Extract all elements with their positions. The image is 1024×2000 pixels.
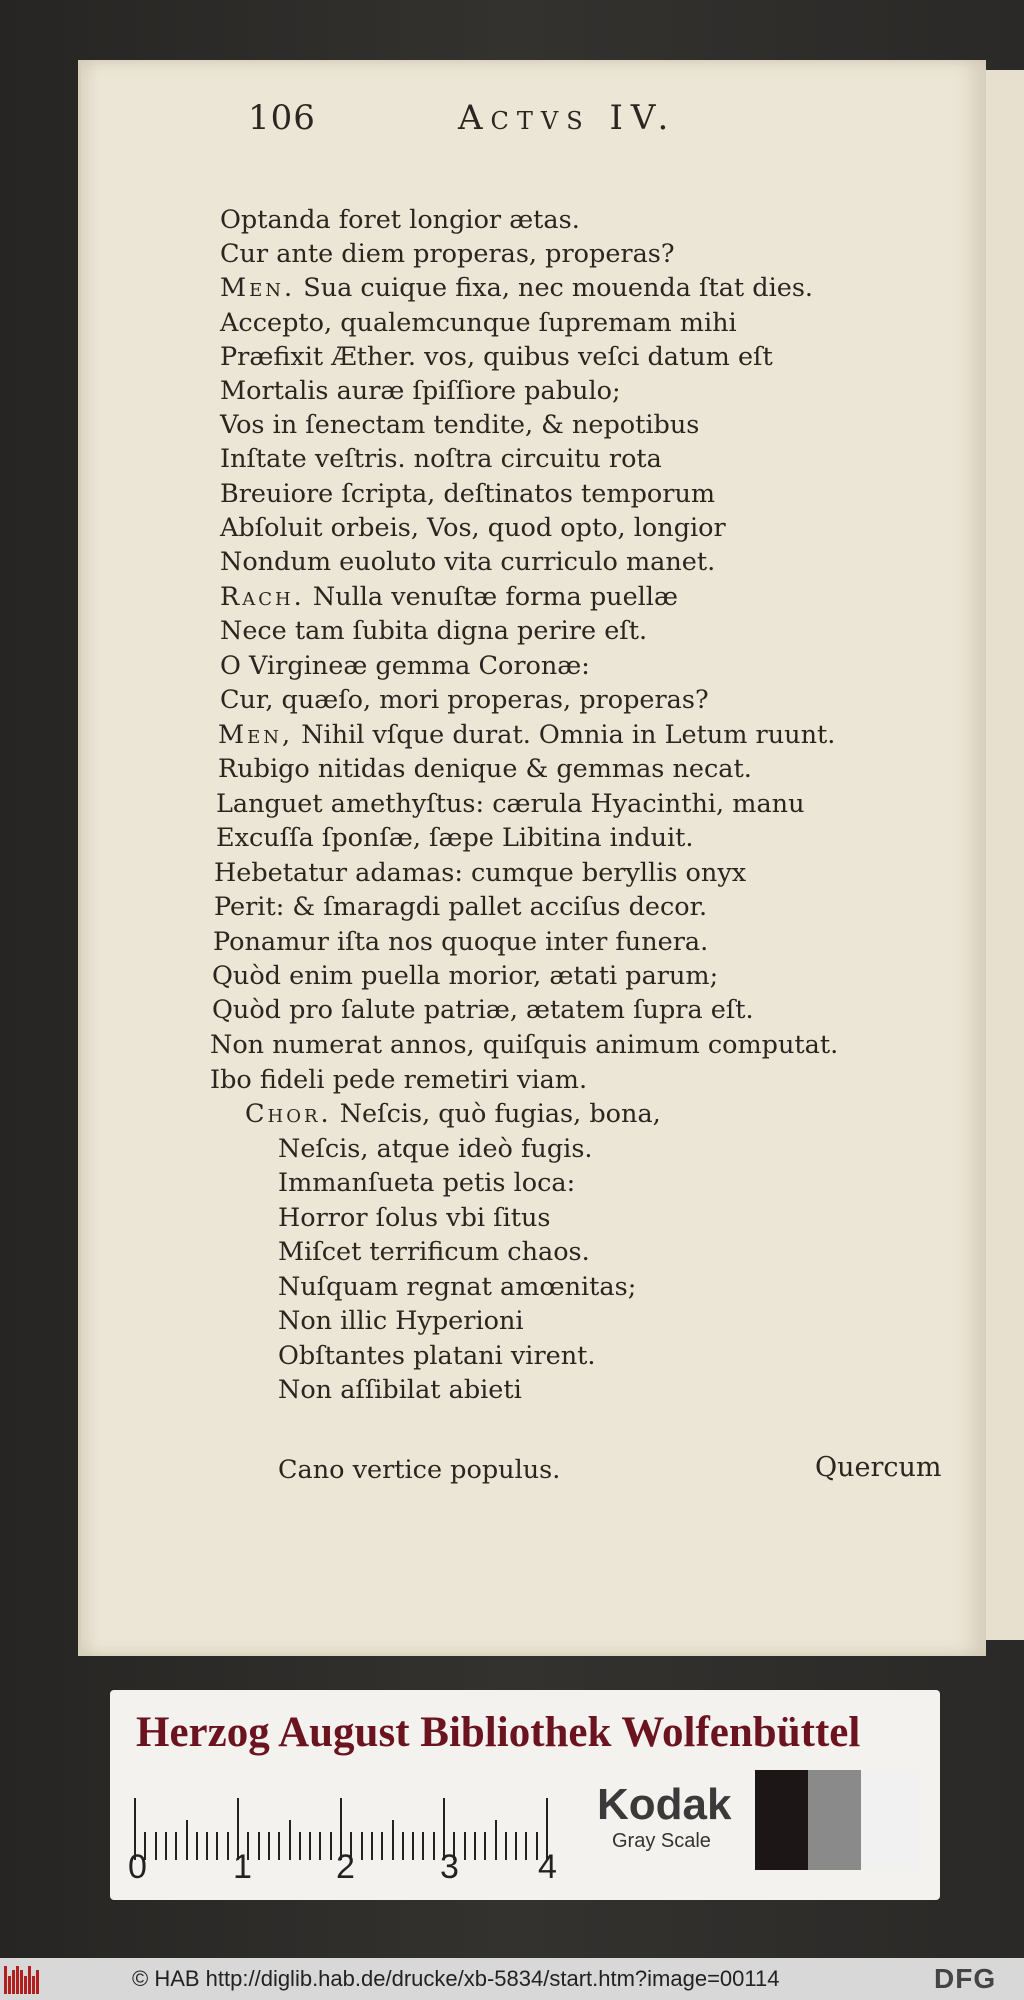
barcode-bar [12, 1970, 15, 1994]
verse-line: Perit: & ſmaragdi pallet acciſus decor. [214, 892, 708, 922]
speaker-label: Rach. [220, 582, 305, 612]
verse-line-text: Neſcis, quò fugias, bona, [339, 1099, 661, 1129]
verse-line: Abſoluit orbeis, Vos, quod opto, longior [220, 513, 726, 543]
footer-bar [0, 1958, 1024, 2000]
dfg-logo: DFG [934, 1963, 997, 1994]
verse-line: Non aſſibilat abieti [278, 1375, 522, 1405]
ruler-tick [289, 1820, 291, 1860]
verse-line: Nondum euoluto vita curriculo manet. [220, 547, 716, 577]
ruler-tick [525, 1832, 527, 1860]
ruler-tick [402, 1832, 404, 1860]
catchword: Quercum [815, 1452, 942, 1483]
ruler-tick [361, 1832, 363, 1860]
ruler-tick [474, 1832, 476, 1860]
barcode-bar [20, 1970, 23, 1994]
speaker-label: Men, [218, 720, 294, 750]
verse-line: Quòd enim puella morior, ætati parum; [212, 961, 719, 991]
ruler-tick [258, 1832, 260, 1860]
verse-line: Breuiore ſcripta, deſtinatos temporum [220, 479, 716, 509]
verse-line [220, 580, 678, 614]
verse-line: Nece tam ſubita digna perire eſt. [220, 616, 648, 646]
ruler-tick [319, 1832, 321, 1860]
institution-name: Herzog August Bibliothek Wolfenbüttel [136, 1709, 861, 1756]
ruler-tick [227, 1832, 229, 1860]
ruler-tick [278, 1832, 280, 1860]
ruler-tick [155, 1832, 157, 1860]
ruler-tick [330, 1832, 332, 1860]
barcode-bar [4, 1966, 7, 1994]
verse-line [245, 1097, 661, 1131]
verse-line: Hebetatur adamas: cumque beryllis onyx [214, 858, 747, 888]
ruler-tick [196, 1832, 198, 1860]
kodak-logo: Kodak [597, 1780, 732, 1829]
barcode-bar [24, 1976, 27, 1994]
barcode-bar [16, 1966, 19, 1994]
ruler-label: 4 [538, 1848, 557, 1886]
ruler-tick [433, 1832, 435, 1860]
verse-line: Non numerat annos, quiſquis animum computat. [210, 1030, 839, 1060]
barcode-bar [32, 1976, 35, 1994]
color-target-card [110, 1690, 940, 1900]
verse-line: Quòd pro ſalute patriæ, ætatem ſupra eſt. [212, 995, 754, 1025]
verse-line: Immanſueta petis loca: [278, 1168, 576, 1198]
ruler-tick [186, 1820, 188, 1860]
footer-copyright: © HAB http://diglib.hab.de/drucke/xb-5834/start.htm?image=00114 [132, 1966, 780, 1991]
barcode-bar [28, 1966, 31, 1994]
verse-line: O Virgineæ gemma Coronæ: [220, 651, 590, 681]
ruler-tick [165, 1832, 167, 1860]
ruler-tick [309, 1832, 311, 1860]
verse-line-text: Nulla venuſtæ forma puellæ [312, 582, 678, 612]
ruler-tick [371, 1832, 373, 1860]
barcode-bar [36, 1970, 39, 1994]
verse-line: Cur ante diem properas, properas? [220, 239, 675, 269]
verse-line: Accepto, qualemcunque ſupremam mihi [220, 308, 737, 338]
verse-line: Mortalis auræ ſpiſſiore pabulo; [220, 376, 621, 406]
verse-line: Ibo fideli pede remetiri viam. [210, 1065, 588, 1095]
ruler-tick [515, 1832, 517, 1860]
ruler-label: 1 [233, 1848, 252, 1886]
verse-line: Cano vertice populus. [278, 1455, 561, 1485]
ruler-label: 2 [336, 1848, 355, 1886]
gray-scale-label: Gray Scale [612, 1830, 711, 1852]
gray-patch-light [861, 1770, 921, 1870]
speaker-label: Chor. [245, 1099, 332, 1129]
verse-line: Languet amethyſtus: cærula Hyacinthi, manu [216, 789, 805, 819]
gray-patch-mid [808, 1770, 868, 1870]
gray-patch-dark [755, 1770, 815, 1870]
verse-line: Cur, quæſo, mori properas, properas? [220, 685, 709, 715]
barcode-bar [8, 1976, 11, 1994]
verse-line: Inſtate veſtris. noſtra circuitu rota [220, 444, 662, 474]
ruler-tick [412, 1832, 414, 1860]
ruler-tick [216, 1832, 218, 1860]
verse-line-text: Nihil vſque durat. Omnia in Letum ruunt. [301, 720, 836, 750]
ruler-tick [464, 1832, 466, 1860]
ruler-tick [381, 1832, 383, 1860]
verse-line: Rubigo nitidas denique & gemmas necat. [218, 754, 752, 784]
ruler-tick [206, 1832, 208, 1860]
ruler-label: 3 [440, 1848, 459, 1886]
verse-line: Vos in ſenectam tendite, & nepotibus [220, 410, 700, 440]
verse-line [218, 718, 835, 752]
ruler-tick [268, 1832, 270, 1860]
speaker-label: Men. [220, 273, 296, 303]
ruler-tick [175, 1832, 177, 1860]
verse-line: Non illic Hyperioni [278, 1306, 524, 1336]
verse-line: Obſtantes platani virent. [278, 1341, 596, 1371]
running-title: Actvs IV. [458, 98, 677, 138]
verse-line: Neſcis, atque ideò fugis. [278, 1134, 593, 1164]
ruler-tick [392, 1820, 394, 1860]
verse-line-text: Sua cuique fixa, nec mouenda ſtat dies. [303, 273, 814, 303]
verse-line [220, 271, 813, 305]
verse-line: Optanda foret longior ætas. [220, 205, 580, 235]
ruler-tick [505, 1832, 507, 1860]
barcode-logo-icon [0, 1964, 42, 1994]
verse-line: Miſcet terrificum chaos. [278, 1237, 590, 1267]
ruler-tick [299, 1832, 301, 1860]
verse-line: Excuſſa ſponſæ, ſæpe Libitina induit. [216, 823, 694, 853]
ruler-tick [484, 1832, 486, 1860]
ruler-label: 0 [128, 1848, 147, 1886]
verse-line: Præfixit Æther. vos, quibus veſci datum eſt [220, 342, 773, 372]
ruler-tick [422, 1832, 424, 1860]
verse-line: Ponamur iſta nos quoque inter funera. [213, 927, 709, 957]
ruler-tick [495, 1820, 497, 1860]
page-number: 106 [248, 98, 316, 138]
verse-line: Nuſquam regnat amœnitas; [278, 1272, 637, 1302]
verse-line: Horror ſolus vbi ſitus [278, 1203, 551, 1233]
